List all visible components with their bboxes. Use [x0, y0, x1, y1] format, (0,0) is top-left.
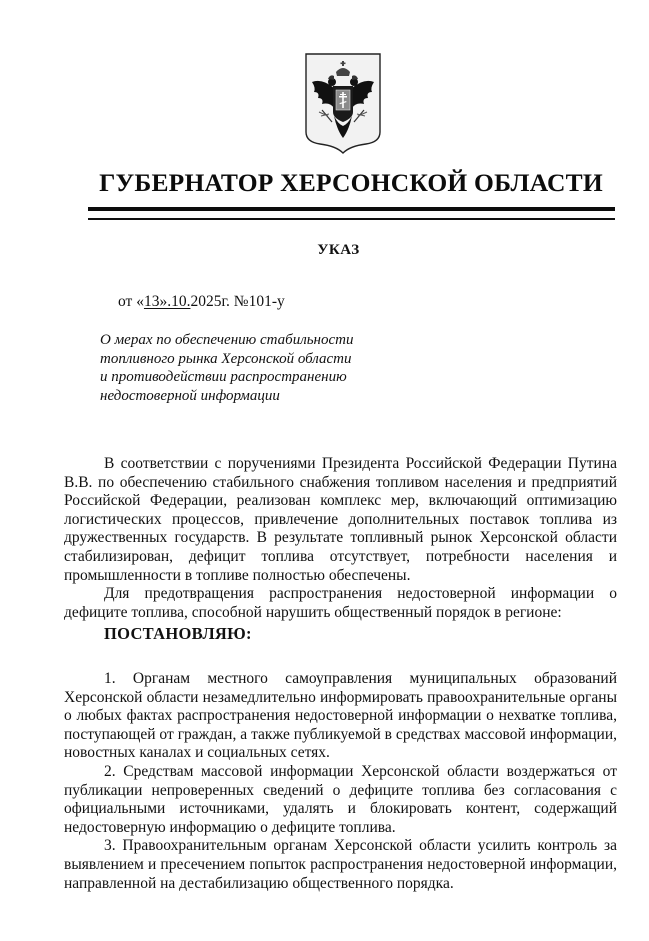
header-rule-thin — [88, 218, 615, 220]
date-prefix: от « — [118, 293, 144, 310]
preamble-paragraph: В соответствии с поручениями Президента Российской Федерации Путина В.В. по обеспечению стабильного снабжения топливом населения и предприятий Российской Федерации, реализован комплекс мер, включающий оптимизацию логистических процессов, привлечение дополнительных поставок топлива из дружественных государств. В результате топливный рынок Херсонской области стабилизирован, дефицит топлива отсутствует, потребности населения и промышленности в топливе полностью обеспечены. — [64, 455, 617, 584]
clause-item: 1. Органам местного самоуправления муниципальных образований Херсонской области незамедлительно информировать правоохранительные органы о любых фактах распространения недостоверной информации о нехватке топлива, поступающей от граждан, а также публикуемой в средствах массовой информации, новостных каналах и социальных сетях. — [64, 670, 617, 762]
subject-line: и противодействии распространению — [100, 369, 347, 385]
preamble — [64, 455, 617, 622]
header-rule-thick — [88, 207, 615, 211]
date-year-number: 2025г. №101-у — [190, 293, 285, 310]
issuer-title: ГУБЕРНАТОР ХЕРСОНСКОЙ ОБЛАСТИ — [99, 168, 603, 197]
clause-item: 3. Правоохранительным органам Херсонской области усилить контроль за выявлением и пресечением попыток распространения недостоверной информации, направленной на дестабилизацию общественного порядка. — [64, 837, 617, 892]
decree-date-number — [118, 293, 285, 311]
date-day-month: 13».10. — [143, 293, 191, 310]
coat-of-arms-icon — [304, 52, 382, 154]
subject-line: топливного рынка Херсонской области — [100, 350, 352, 367]
clause-item: 2. Средствам массовой информации Херсонской области воздержаться от публикации непроверенных сведений о дефиците топлива без согласования с официальными источниками, удалять и блокировать контент, содержащий недостоверную информацию о дефиците топлива. — [64, 762, 617, 836]
subject-line: недостоверной информации — [100, 387, 280, 404]
decree-subject — [100, 331, 354, 405]
subject-line: О мерах по обеспечению стабильности — [100, 332, 354, 348]
preamble-paragraph: Для предотвращения распространения недостоверной информации о дефиците топлива, способной нарушить общественный порядок в регионе: — [64, 585, 617, 621]
decree-label: ПОСТАНОВЛЯЮ: — [104, 624, 252, 643]
decree-clauses — [64, 670, 617, 893]
document-type: УКАЗ — [317, 242, 360, 258]
